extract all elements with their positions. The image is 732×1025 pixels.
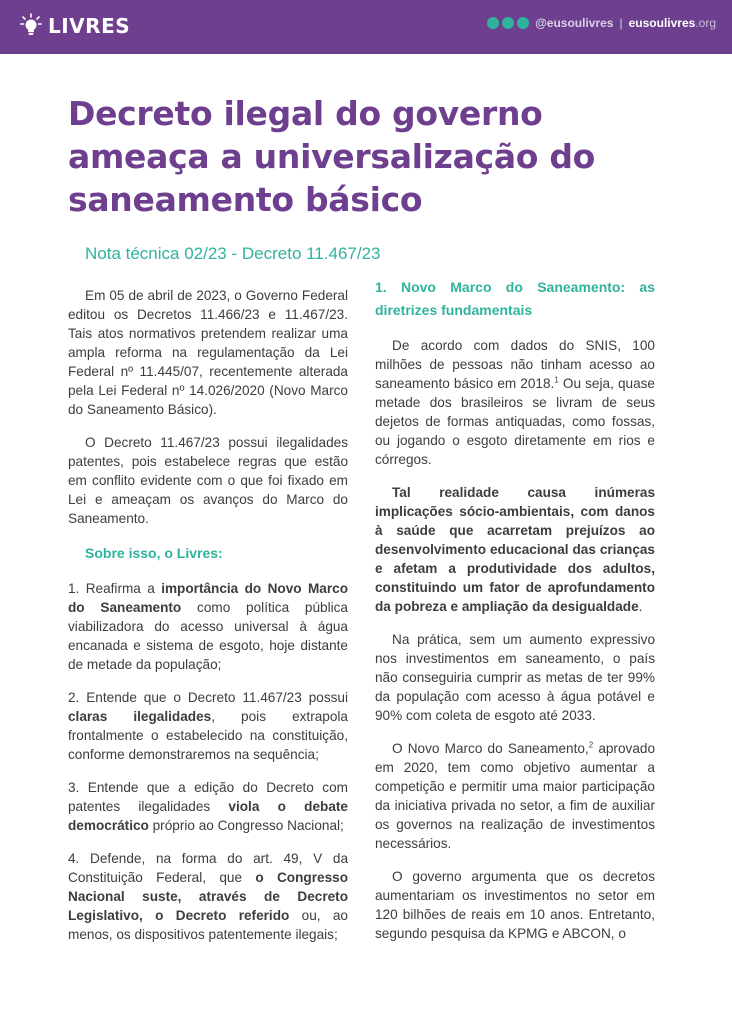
marco-paragraph: O Novo Marco do Saneamento,$^2$ aprovado em 2020, tem como objetivo aumentar a competição e permitir uma maior participação da iniciativa privada no setor, a fim de auxiliar os governos na realização de investimentos necessários. — [375, 740, 655, 851]
footnote-ref[interactable]: 2 — [588, 740, 594, 750]
website-link[interactable]: eusoulivres.org — [628, 16, 716, 30]
list-item: 2. Entende que o Decreto 11.467/23 possui claras ilegalidades, pois extrapola frontalmente o estabelecido na constituição, conforme demonstraremos na sequência; — [68, 690, 348, 762]
ilegality-paragraph: O Decreto 11.467/23 possui ilegalidades patentes, pois estabelece regras que estão em conflito evidente com o que foi fixado em Lei e ameaçam os avanços do Marco do Saneamento. — [68, 435, 348, 526]
intro-paragraph: Em 05 de abril de 2023, o Governo Federal editou os Decretos 11.466/23 e 11.467/23. Tais atos normativos pretendem realizar uma ampla reforma na regulamentação da Lei Federal nº 11.445/07, recentemente alterada pela Lei Federal nº 14.026/2020 (Novo Marco do Saneamento Básico). — [68, 288, 348, 417]
left-column — [68, 286, 348, 958]
government-paragraph: O governo argumenta que os decretos aumentariam os investimentos no setor em 120 bilhões de reais em 10 anos. Entretanto, segundo pesquisa da KPMG e ABCON, o — [375, 869, 655, 941]
list-item: 3. Entende que a edição do Decreto com patentes ilegalidades viola o debate democrático próprio ao Congresso Nacional; — [68, 780, 348, 833]
separator: | — [619, 16, 623, 30]
footnote-ref[interactable]: 1 — [554, 375, 559, 385]
page-title: Decreto ilegal do governo ameaça a universalização do saneamento básico — [68, 94, 596, 219]
social-handle[interactable]: @eusoulivres — [535, 16, 614, 30]
instagram-icon[interactable] — [502, 17, 514, 29]
brand-logo[interactable] — [20, 13, 130, 39]
logo-text: LIVRES — [48, 14, 131, 38]
page-subtitle: Nota técnica 02/23 - Decreto 11.467/23 — [85, 244, 381, 263]
position-heading: Sobre isso, o Livres: — [85, 545, 223, 561]
list-item: 1. Reafirma a importância do Novo Marco do Saneamento como política pública viabilizadora do acesso universal à água encanada e sistema de esgoto, hoje distante de metade da população; — [68, 581, 349, 672]
list-item: 4. Defende, na forma do art. 49, V da Constituição Federal, que o Congresso Nacional suste, através de Decreto Legislativo, o Decreto referido ou, ao menos, os dispositivos patentemente ilegais; — [68, 851, 348, 942]
impact-paragraph: Tal realidade causa inúmeras implicações sócio-ambientais, com danos à saúde que acarretam prejuízos ao desenvolvimento educacional das crianças e afetam a produtividade dos adultos, constituindo um fator de aprofundamento da pobreza e ampliação da desigualdade. — [375, 485, 655, 614]
snis-paragraph: De acordo com dados do SNIS, 100 milhões de pessoas não tinham acesso ao saneamento básico em 2018.$^1$ Ou seja, quase metade dos brasileiros se livram de seus dejetos de formas antiquadas, como fossas, ou jogando o esgoto diretamente em rios e córregos. — [375, 338, 655, 467]
twitter-icon[interactable] — [487, 17, 499, 29]
header-bar — [0, 0, 732, 54]
lightbulb-icon — [20, 13, 42, 39]
social-links — [487, 16, 716, 30]
goals-paragraph: Na prática, sem um aumento expressivo nos investimentos em saneamento, o país não conseguiria cumprir as metas de ter 99% da população com acesso à água potável e 90% com coleta de esgoto até 2033. — [375, 632, 655, 723]
right-column — [375, 276, 655, 957]
section-heading: 1. Novo Marco do Saneamento: as diretrizes fundamentais — [375, 279, 655, 318]
facebook-icon[interactable] — [517, 17, 529, 29]
